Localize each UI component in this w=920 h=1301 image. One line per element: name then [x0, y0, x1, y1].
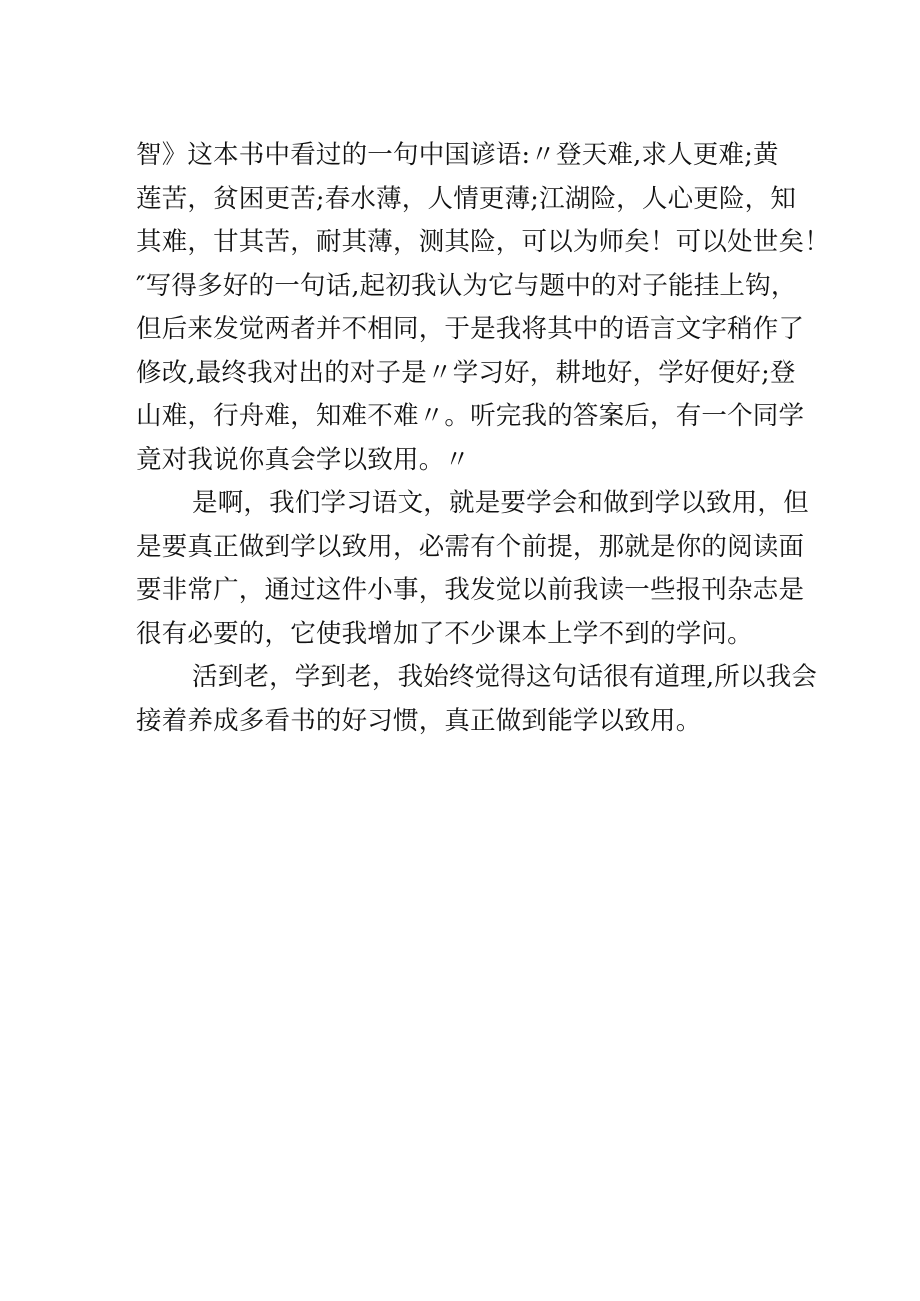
text-line: 是要真正做到学以致用，必需有个前提，那就是你的阅读面: [136, 531, 805, 562]
text-line: 但后来发觉两者并不相同，于是我将其中的语言文字稍作了: [136, 314, 805, 344]
paragraph-3: [136, 656, 818, 743]
text-line: 活到老，学到老，我始终觉得这句话很有道理,所以我会: [192, 662, 818, 692]
text-line: 要非常广，通过这件小事，我发觉以前我读一些报刊杂志是: [136, 575, 805, 605]
text-line: 竟对我说你真会学以致用。〃: [136, 444, 471, 475]
paragraph-2: [136, 482, 809, 656]
text-line: 莲苦，贫困更苦;春水薄，人情更薄;江湖险，人心更险，知: [136, 183, 797, 214]
text-line: 是啊，我们学习语文，就是要学会和做到学以致用，但: [192, 488, 809, 518]
body-text: [136, 134, 830, 743]
text-line: 其难，甘其苦，耐其薄，测其险，可以为师矣！可以处世矣！: [136, 227, 830, 257]
text-line: 修改,最终我对出的对子是〃学习好，耕地好，学好便好;登: [136, 357, 796, 388]
text-line: 接着养成多看书的好习惯，真正做到能学以致用。: [136, 705, 702, 736]
text-line: ″写得多好的一句话,起初我认为它与题中的对子能挂上钩，: [136, 270, 797, 301]
text-line: 很有必要的，它使我增加了不少课本上学不到的学问。: [136, 618, 753, 649]
text-line: 智》这本书中看过的一句中国谚语:〃登天难,求人更难;黄: [136, 140, 779, 170]
paragraph-1: [136, 134, 830, 482]
text-line: 山难，行舟难，知难不难〃。听完我的答案后，有一个同学: [136, 401, 805, 431]
